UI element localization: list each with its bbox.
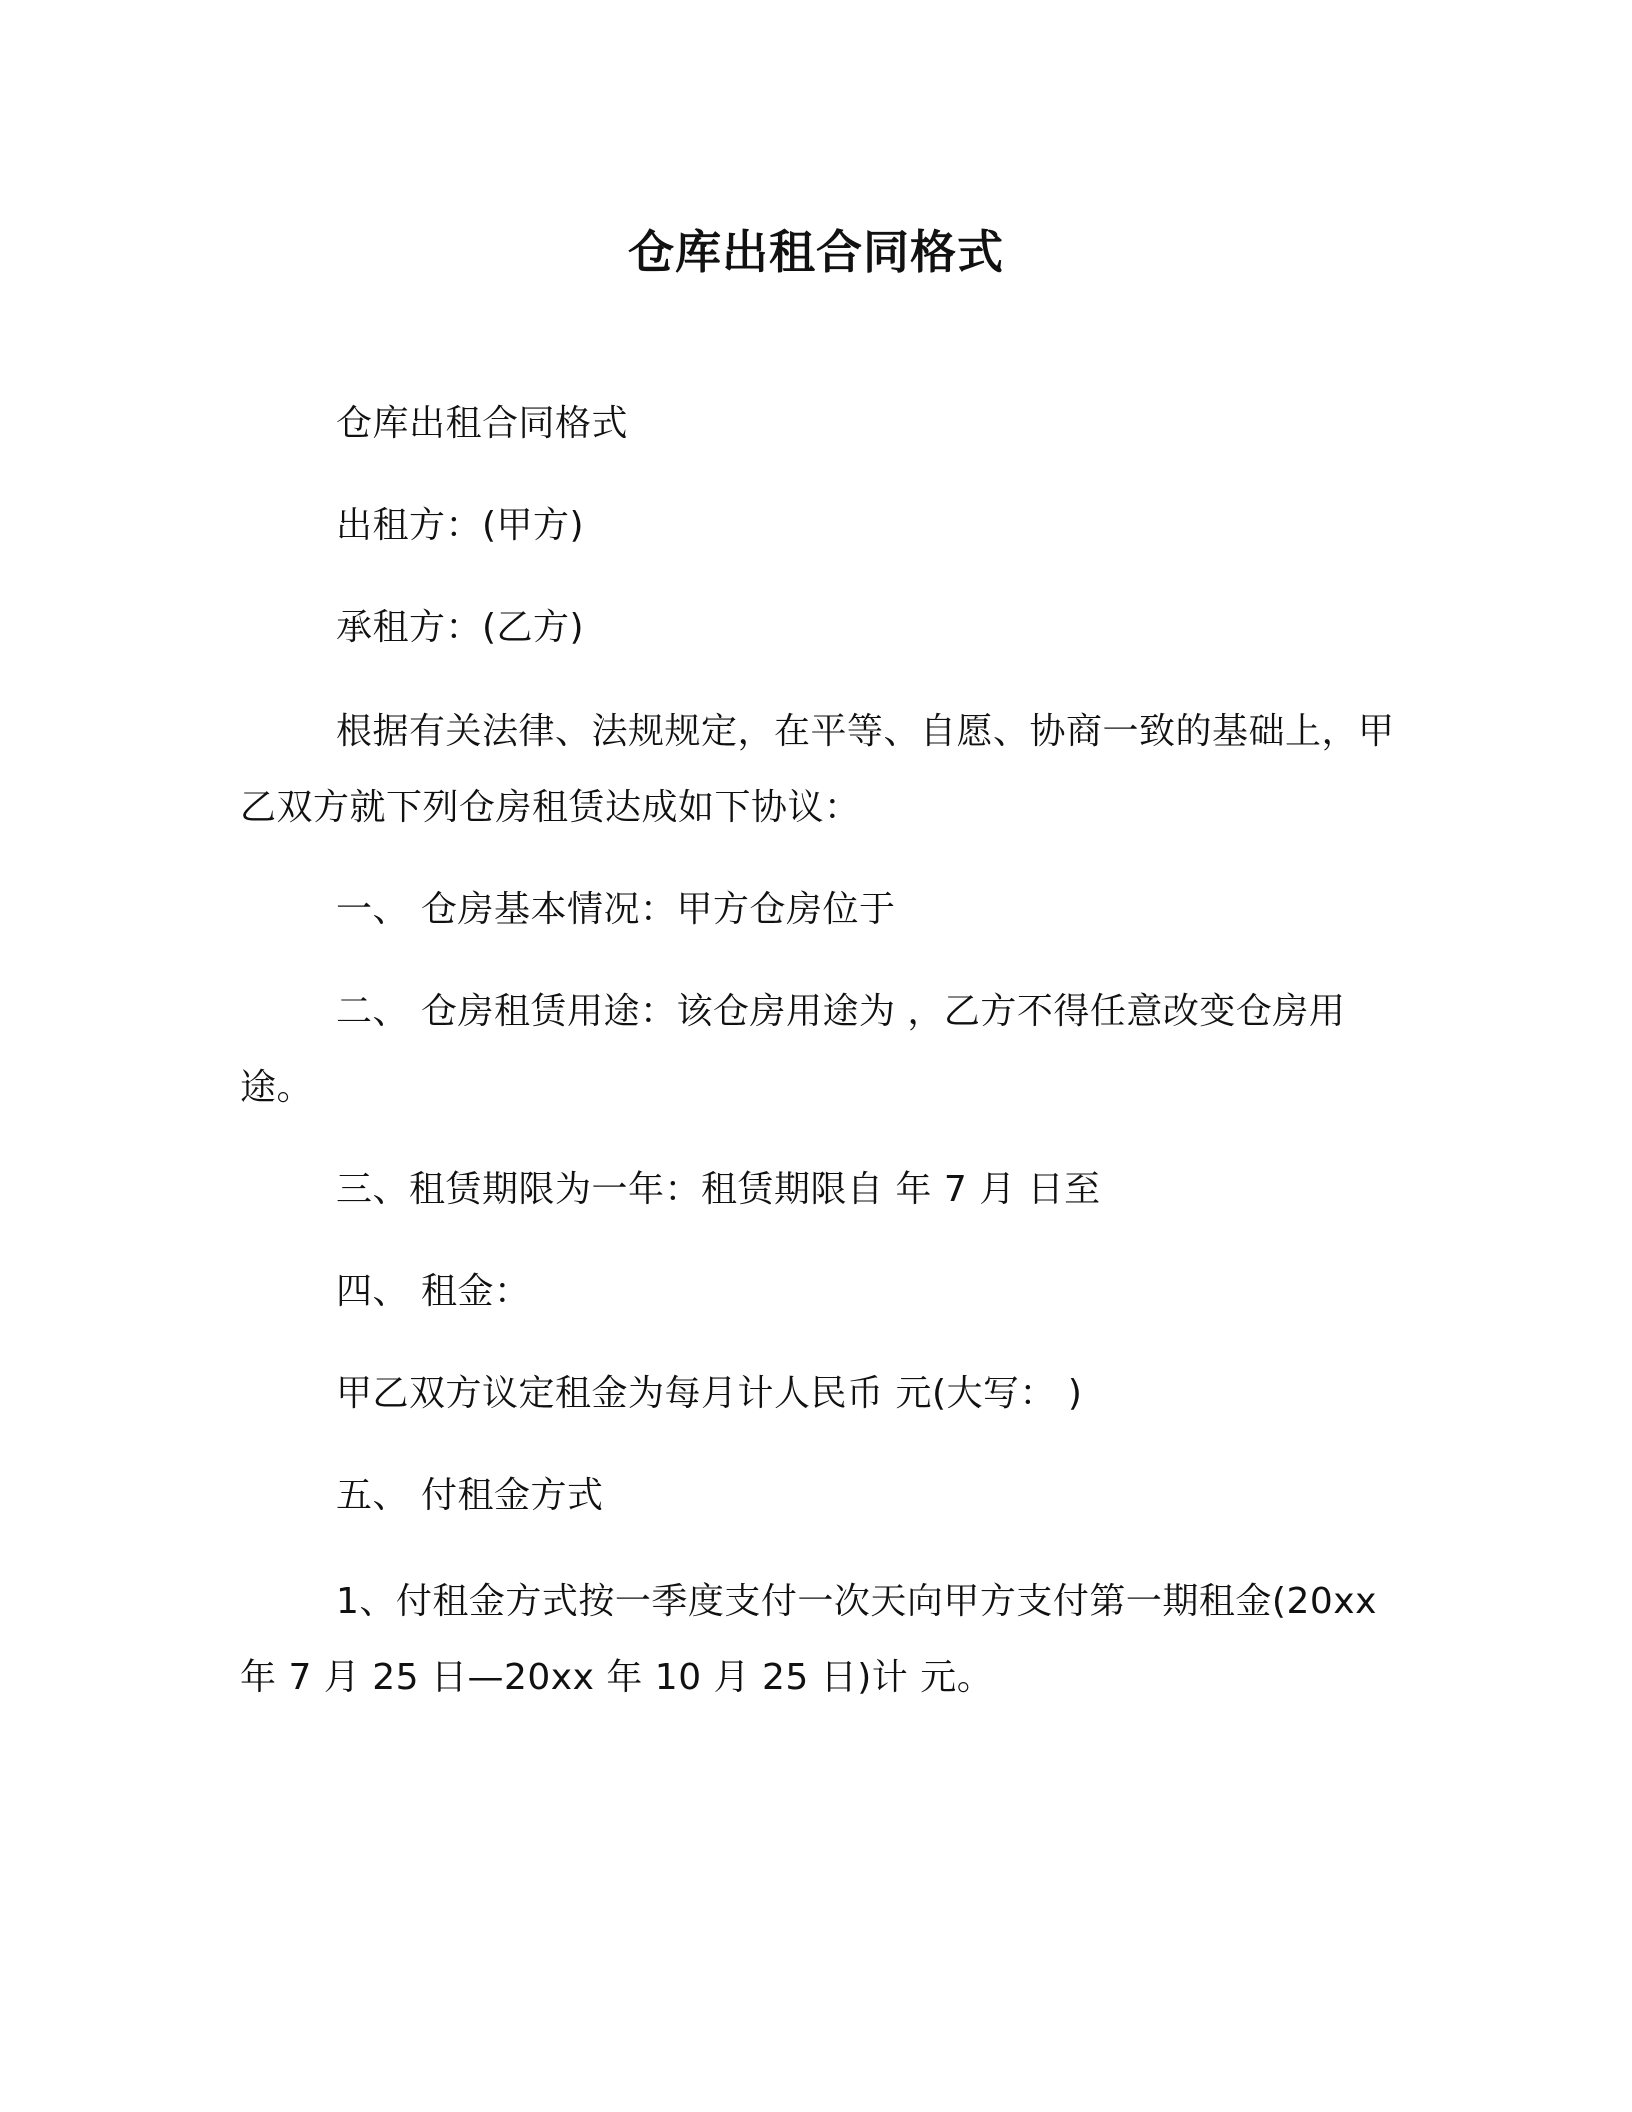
- paragraph-preamble: 根据有关法律、法规规定，在平等、自愿、协商一致的基础上，甲乙双方就下列仓房租赁达成如下协议：: [240, 711, 1395, 828]
- paragraph-clause-4: 四、 租金：: [336, 1271, 531, 1312]
- document-title: 仓库出租合同格式: [628, 225, 1004, 279]
- paragraph-clause-2: 二、 仓房租赁用途：该仓房用途为 ，乙方不得任意改变仓房用途。: [240, 991, 1346, 1108]
- paragraph-clause-5: 五、 付租金方式: [336, 1475, 604, 1516]
- paragraph-clause-3: 三、租赁期限为一年：租赁期限自 年 7 月 日至: [336, 1169, 1101, 1210]
- paragraph-heading-repeat: 仓库出租合同格式: [336, 403, 629, 444]
- paragraph-lessor: 出租方：(甲方): [336, 505, 585, 546]
- paragraph-payment-1: 1、付租金方式按一季度支付一次天向甲方支付第一期租金(20xx 年 7 月 25 日—20xx 年 10 月 25 日)计 元。: [240, 1581, 1377, 1698]
- paragraph-rent-amount: 甲乙双方议定租金为每月计人民币 元(大写： ): [336, 1373, 1083, 1414]
- paragraph-clause-1: 一、 仓房基本情况：甲方仓房位于: [336, 889, 896, 930]
- paragraph-lessee: 承租方：(乙方): [336, 607, 585, 648]
